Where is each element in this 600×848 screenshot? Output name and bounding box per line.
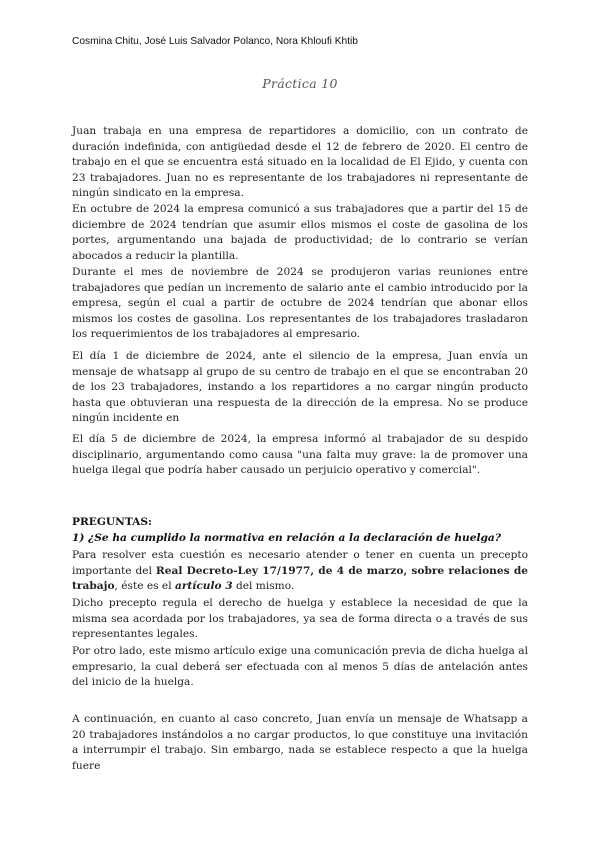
case-paragraph-1: Juan trabaja en una empresa de repartidores a domicilio, con un contrato de duración indefinida, con antigüedad desde el 12 de febrero de 2020. El centro de trabajo en el que se encuentra está situado en la localidad de El Ejido, y cuenta con 23 trabajadores. Juan no es representante de los trabajadores ni representante de ningún sindicato en la empresa. [72, 125, 528, 199]
document-title: Práctica 10 [262, 76, 338, 91]
question-1: 1) ¿Se ha cumplido la normativa en relación a la declaración de huelga? [72, 532, 501, 544]
answer-paragraph-3: Por otro lado, este mismo artículo exige una comunicación previa de dicha huelga al empresario, la cual deberá ser efectuada con al menos 5 días de antelación antes del inicio de la huelga. [72, 645, 528, 688]
article-reference: artículo 3 [174, 580, 233, 592]
answer-1-mid: , éste es el [114, 580, 175, 592]
law-reference: Real Decreto-Ley 17/1977, de 4 de marzo, sobre relaciones de trabajo [72, 564, 528, 592]
case-paragraph-3: Durante el mes de noviembre de 2024 se produjeron varias reuniones entre trabajadores que pedían un incremento de salario ante el cambio introducido por la empresa, según el cual a partir de octubre de 2024 tendrían que abonar ellos mismos los costes de gasolina. Los representantes de los trabajadores trasladaron los requerimientos de los trabajadores al empresario. [72, 266, 528, 340]
answer-1-end: del mismo. [232, 580, 295, 592]
case-paragraph-5: El día 5 de diciembre de 2024, la empresa informó al trabajador de su despido disciplinario, argumentando como causa "una falta muy grave: la de promover una huelga ilegal que podría haber causado un perjuicio operativo y comercial". [72, 433, 528, 476]
answer-paragraph-4: A continuación, en cuanto al caso concreto, Juan envía un mensaje de Whatsapp a 20 trabajadores instándolos a no cargar productos, lo que constituye una invitación a interrumpir el trabajo. Sin embargo, nada se establece respecto a que la huelga fuere [72, 713, 528, 772]
answer-paragraph-2: Dicho precepto regula el derecho de huelga y establece la necesidad de que la misma sea acordada por los trabajadores, ya sea de forma directa o a través de sus representantes legales. [72, 597, 528, 640]
answer-paragraph-1 [72, 548, 528, 595]
answer-1-intro: Para resolver esta cuestión es necesario atender o tener en cuenta un precepto importante del [72, 549, 528, 577]
document-authors: Cosmina Chitu, José Luis Salvador Polanco, Nora Khloufi Khtib [72, 36, 358, 47]
case-paragraph-4: El día 1 de diciembre de 2024, ante el silencio de la empresa, Juan envía un mensaje de whatsapp al grupo de su centro de trabajo en el que se encontraban 20 de los 23 trabajadores, instando a los repartidores a no cargar ningún producto hasta que obtuvieran una respuesta de la dirección de la empresa. No se produce ningún incidente en [72, 350, 528, 424]
questions-heading: PREGUNTAS: [72, 516, 152, 528]
case-paragraph-2: En octubre de 2024 la empresa comunicó a sus trabajadores que a partir del 15 de diciembre de 2024 tendrían que asumir ellos mismos el coste de gasolina de los portes, argumentando una bajada de productividad; de lo contrario se verían abocados a reducir la plantilla. [72, 203, 528, 262]
